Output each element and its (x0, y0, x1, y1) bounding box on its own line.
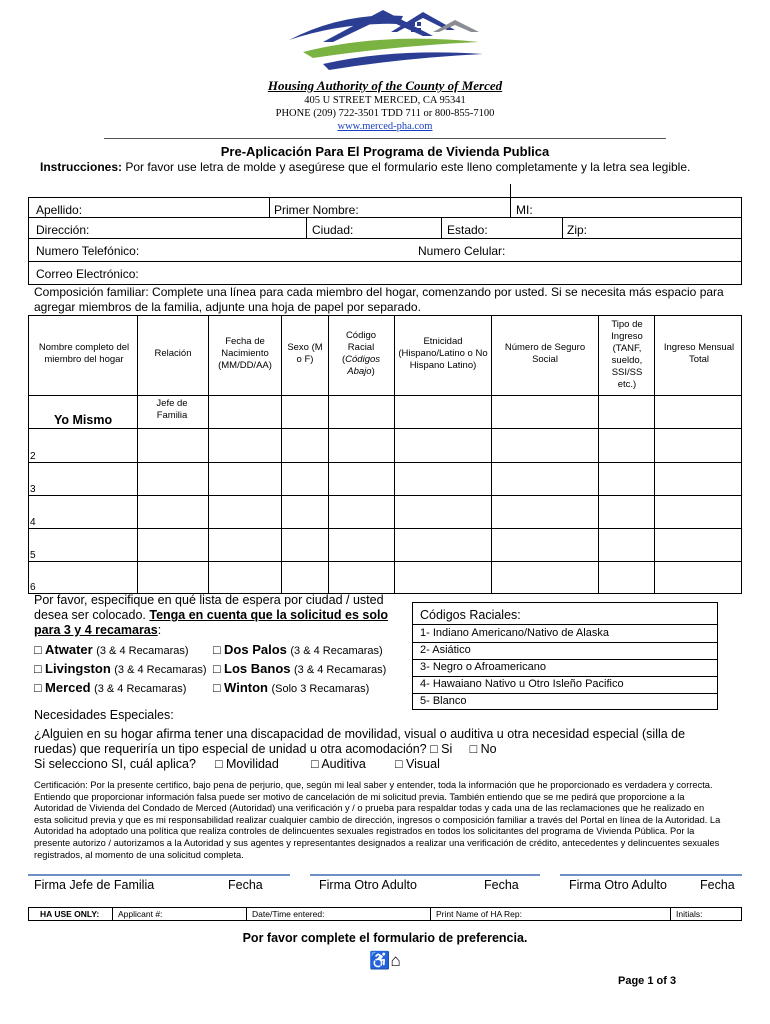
waitlist-prompt-text: Por favor, especifique en qué lista de espera por ciudad / usted desea ser colocado. (34, 593, 384, 622)
adult1-signature-field[interactable]: Firma Otro Adulto (319, 878, 417, 892)
waitlist-winton[interactable] (213, 680, 369, 695)
no-checkbox[interactable]: □ No (469, 742, 497, 756)
instructions-text: Por favor use letra de molde y asegúrese que el formulario este lleno completamente y la letra sea legible. (122, 160, 691, 174)
question-text: ¿Alguien en su hogar afirma tener una discapacidad de movilidad, visual o auditiva u otra necesidad especial (silla de ruedas) que requeriría un tipo especial de unidad u otra acomodación? (34, 727, 686, 756)
col-relation: Relación (154, 348, 192, 359)
row-num-3: 3 (30, 484, 36, 495)
waitlist-note: Tenga en cuenta que la solicitud es solo para 3 y 4 recamaras (34, 608, 389, 637)
middle-initial-field[interactable]: MI: (516, 203, 533, 217)
waitlist-los-banos[interactable] (213, 661, 386, 676)
waitlist-dos-palos[interactable] (213, 642, 383, 657)
ha-initials-field[interactable]: Initials: (676, 909, 703, 919)
checkbox-icon[interactable]: □ (34, 681, 42, 695)
racial-code-2: 2- Asiático (420, 644, 471, 656)
col-sex: Sexo (M o F) (287, 342, 323, 365)
city-field[interactable]: Ciudad: (312, 223, 354, 237)
checkbox-icon[interactable]: □ (34, 643, 42, 657)
ha-rep-name-field[interactable]: Print Name of HA Rep: (436, 909, 522, 919)
instructions-label: Instrucciones: (40, 160, 123, 174)
special-needs-question (34, 727, 724, 757)
city-winton: Winton (224, 680, 268, 695)
last-name-field[interactable]: Apellido: (36, 203, 83, 217)
note-dos-palos: (3 & 4 Recamaras) (290, 645, 383, 657)
form-title: Pre-Aplicación Para El Programa de Vivienda Publica (220, 144, 550, 159)
col-dob: Fecha de Nacimiento (MM/DD/AA) (218, 336, 272, 371)
city-livingston: Livingston (45, 661, 111, 676)
row-num-4: 4 (30, 517, 36, 528)
waitlist-merced[interactable] (34, 680, 186, 695)
waitlist-colon: : (157, 623, 162, 637)
note-atwater: (3 & 4 Recamaras) (96, 645, 189, 657)
city-dos-palos: Dos Palos (224, 642, 287, 657)
note-merced: (3 & 4 Recamaras) (94, 683, 187, 695)
header-divider (104, 138, 666, 139)
visual-checkbox[interactable]: □ Visual (395, 757, 440, 771)
org-name: Housing Authority of the County of Merced (267, 78, 503, 93)
col-ssn: Número de Seguro Social (504, 342, 586, 365)
checkbox-icon[interactable]: □ (213, 662, 221, 676)
head-date-field[interactable]: Fecha (228, 878, 263, 892)
hearing-checkbox[interactable]: □ Auditiva (311, 757, 366, 771)
col-ethnicity: Etnicidad (Hispano/Latino o No Hispano Latino) (398, 336, 488, 371)
col-race-code: Código Racial (Códigos Abajo) (341, 330, 381, 377)
household-intro: Composición familiar: Complete una línea para cada miembro del hogar, comenzando por usted. Si se necesita más espacio para agregar miembros de la familia, adjunte una hoja de papel por separado. (34, 285, 724, 314)
row-num-5: 5 (30, 550, 36, 561)
col-name: Nombre completo del miembro del hogar (38, 342, 130, 365)
housing-authority-logo (283, 2, 488, 74)
racial-code-1: 1- Indiano Americano/Nativo de Alaska (420, 627, 609, 639)
ha-applicant-field[interactable]: Applicant #: (118, 909, 163, 919)
note-los-banos: (3 & 4 Recamaras) (294, 664, 387, 676)
email-field[interactable]: Correo Electrónico: (36, 267, 139, 281)
state-field[interactable]: Estado: (447, 223, 488, 237)
row-1-name: Yo Mismo (54, 413, 113, 427)
address-field[interactable]: Dirección: (36, 223, 90, 237)
racial-codes-title: Códigos Raciales: (420, 608, 521, 622)
special-needs-title: Necesidades Especiales: (34, 708, 174, 722)
city-merced: Merced (45, 680, 91, 695)
adult2-date-field[interactable]: Fecha (700, 878, 735, 892)
row-num-6: 6 (30, 582, 36, 593)
page-number: Page 1 of 3 (618, 975, 677, 987)
row-1-relation: Jefe de Familia (156, 398, 188, 421)
col-income-type: Tipo de Ingreso (TANF, sueldo, SSI/SS etc.) (611, 319, 643, 390)
org-website[interactable]: www.merced-pha.com (337, 121, 433, 132)
row-num-2: 2 (30, 451, 36, 462)
instructions (40, 160, 740, 174)
accessibility-housing-icon: ♿⌂ (369, 951, 401, 970)
first-name-field[interactable]: Primer Nombre: (274, 203, 359, 217)
waitlist-atwater[interactable] (34, 642, 189, 657)
racial-code-4: 4- Hawaiano Nativo u Otro Isleño Pacifico (420, 678, 624, 690)
certification-text: Certificación: Por la presente certifico, bajo pena de perjurio, que, según mi leal saber y entender, toda la información que he proporcionado es verdadera y correcta. Entiendo que proporcionar información falsa puede ser motivo de cancelación de mi solicitud previa. También entiendo que se me pedirá que proporcione a la Autoridad de Vivienda del Condado de Merced (Autoridad) una verificación y / o prueba para respaldar todas y cada una de las reclamaciones que he realizado en esta solicitud previa y que es mi responsabilidad realizar cualquier cambio de dirección, ingresos o composición familiar a través del Portal en línea de la Autoridad. La Autoridad ha adoptado una política que realiza controles de delincuentes sexuales registrados en todos los solicitantes del programa de Vivienda Pública. Por la presente autorizo / autorizamos a la Autoridad y sus agentes y representantes designados a realizar una verificación de crédito, antecedentes y delincuentes sexuales registrados, al momento de una solicitud completa. (34, 780, 721, 860)
checkbox-icon[interactable]: □ (213, 681, 221, 695)
zip-field[interactable]: Zip: (567, 223, 588, 237)
phone-field[interactable]: Numero Telefónico: (36, 244, 140, 258)
yes-checkbox[interactable]: □ Si (430, 742, 453, 756)
special-needs-followup: Si selecciono SI, cuál aplica? (34, 757, 196, 771)
waitlist-livingston[interactable] (34, 661, 207, 676)
checkbox-icon[interactable]: □ (34, 662, 42, 676)
org-phone: PHONE (209) 722-3501 TDD 711 or 800-855-7100 (275, 108, 495, 119)
col-income-total: Ingreso Mensual Total (663, 342, 735, 365)
racial-code-5: 5- Blanco (420, 695, 467, 707)
city-los-banos: Los Banos (224, 661, 291, 676)
ha-use-label: HA USE ONLY: (40, 909, 100, 919)
adult2-signature-field[interactable]: Firma Otro Adulto (569, 878, 667, 892)
checkbox-icon[interactable]: □ (213, 643, 221, 657)
cell-phone-field[interactable]: Numero Celular: (418, 244, 506, 258)
ha-datetime-field[interactable]: Date/Time entered: (252, 909, 325, 919)
note-livingston: (3 & 4 Recamaras) (114, 664, 207, 676)
adult1-date-field[interactable]: Fecha (484, 878, 519, 892)
org-address: 405 U STREET MERCED, CA 95341 (304, 95, 466, 106)
mobility-checkbox[interactable]: □ Movilidad (215, 757, 279, 771)
racial-code-3: 3- Negro o Afroamericano (420, 661, 546, 673)
head-signature-field[interactable]: Firma Jefe de Familia (34, 878, 155, 892)
note-winton: (Solo 3 Recamaras) (271, 683, 370, 695)
preference-instruction: Por favor complete el formulario de preferencia. (242, 931, 528, 945)
city-atwater: Atwater (45, 642, 93, 657)
waitlist-prompt (34, 593, 404, 638)
